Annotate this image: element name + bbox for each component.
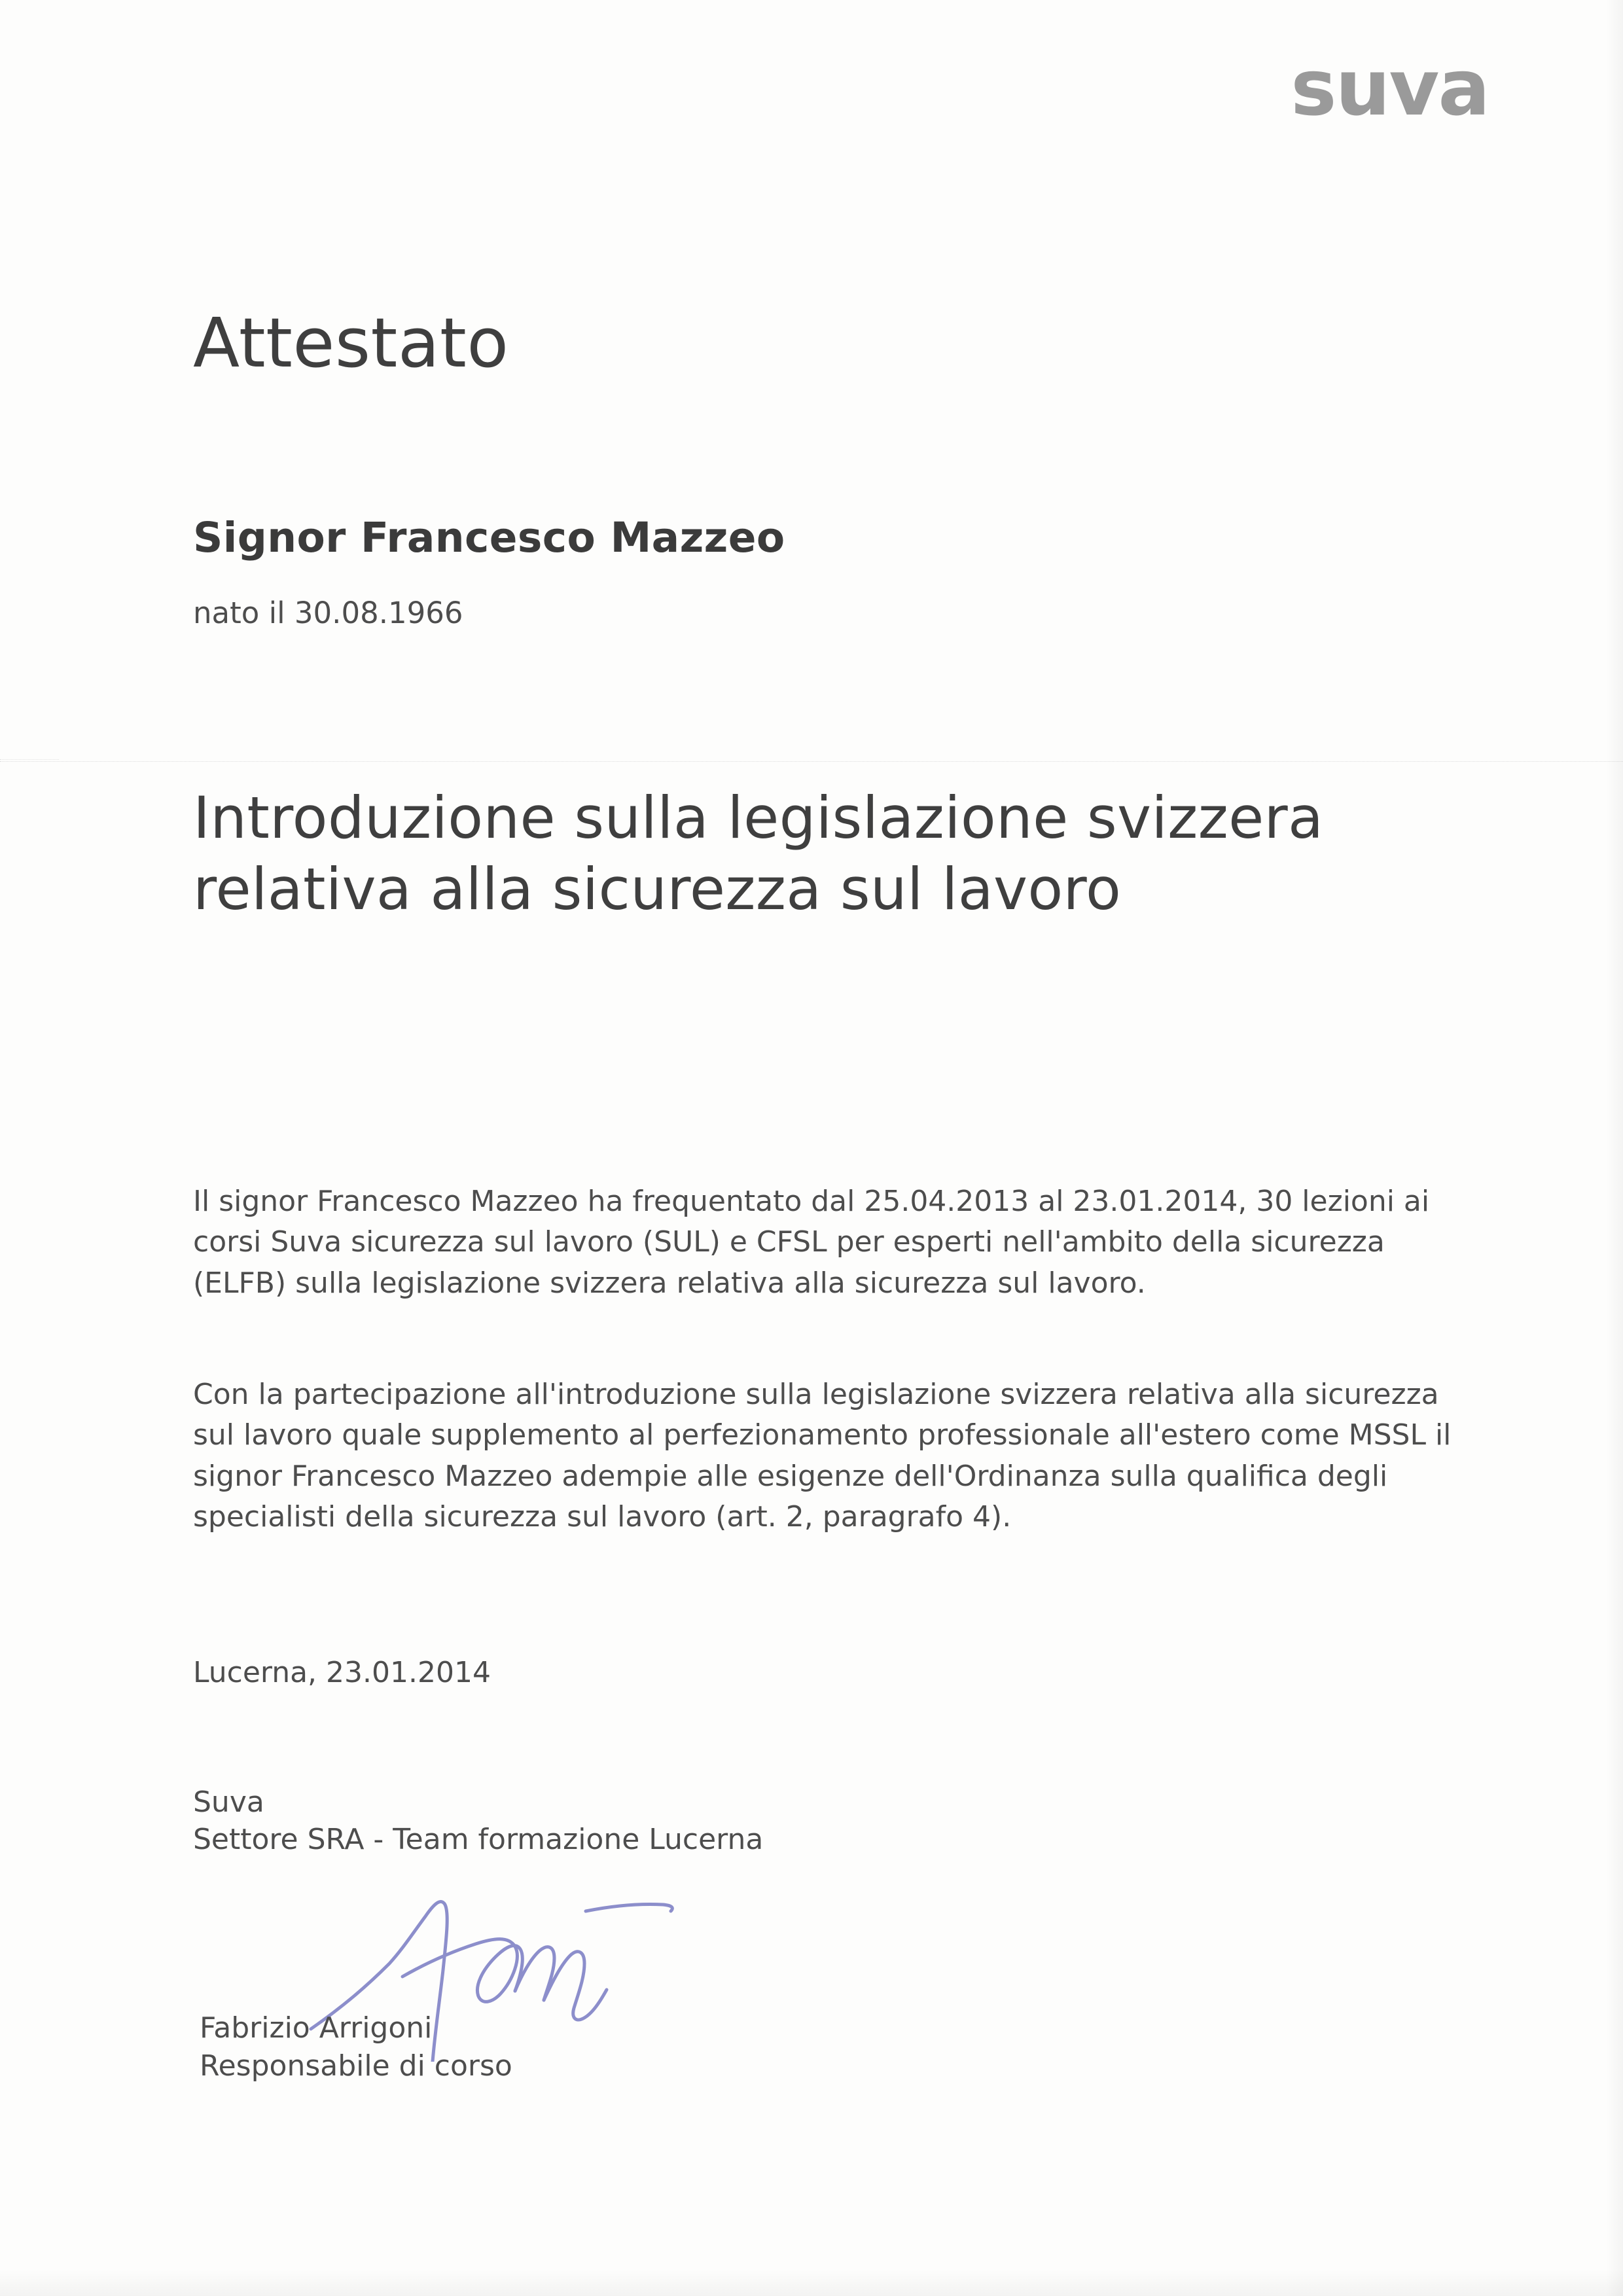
body-paragraph-1: Il signor Francesco Mazzeo ha frequentato dal 25.04.2013 al 23.01.2014, 30 lezioni ai corsi Suva sicurezza sul lavoro (SUL) e CFSL per esperti nell'ambito della sicurezza (ELFB) sulla legislazione svizzera relativa alla sicurezza sul lavoro.: [193, 1185, 1430, 1300]
place-and-date: Lucerna, 23.01.2014: [193, 1656, 491, 1689]
recipient-name: Signor Francesco Mazzeo: [193, 514, 785, 562]
body-paragraph-2: Con la partecipazione all'introduzione sulla legislazione svizzera relativa alla sicurezza sul lavoro quale supplemento al perfezionamento professionale all'estero come MSSL il signor Francesco Mazzeo adempie alle esigenze dell'Ordinanza sulla qualifica degli specialisti della sicurezza sul lavoro (art. 2, paragrafo 4).: [193, 1378, 1452, 1534]
page-title: Attestato: [193, 303, 509, 383]
course-title: Introduzione sulla legislazione svizzera relativa alla sicurezza sul lavoro: [193, 784, 1324, 924]
scan-artifact-left: [0, 759, 59, 761]
scan-bottom-shadow: [0, 2270, 1623, 2296]
recipient-birthdate: nato il 30.08.1966: [193, 596, 463, 630]
issuer-org: Suva: [193, 1785, 264, 1819]
scan-edge-shadow: [1606, 0, 1623, 2296]
signatory-name: Fabrizio Arrigoni: [200, 2011, 433, 2045]
signatory-role: Responsabile di corso: [200, 2049, 512, 2083]
issuer-block: [193, 1784, 763, 1858]
signatory-block: [200, 2009, 512, 2085]
suva-logo: suva: [1291, 43, 1489, 133]
issuer-department: Settore SRA - Team formazione Lucerna: [193, 1823, 764, 1857]
divider: [0, 761, 1623, 762]
